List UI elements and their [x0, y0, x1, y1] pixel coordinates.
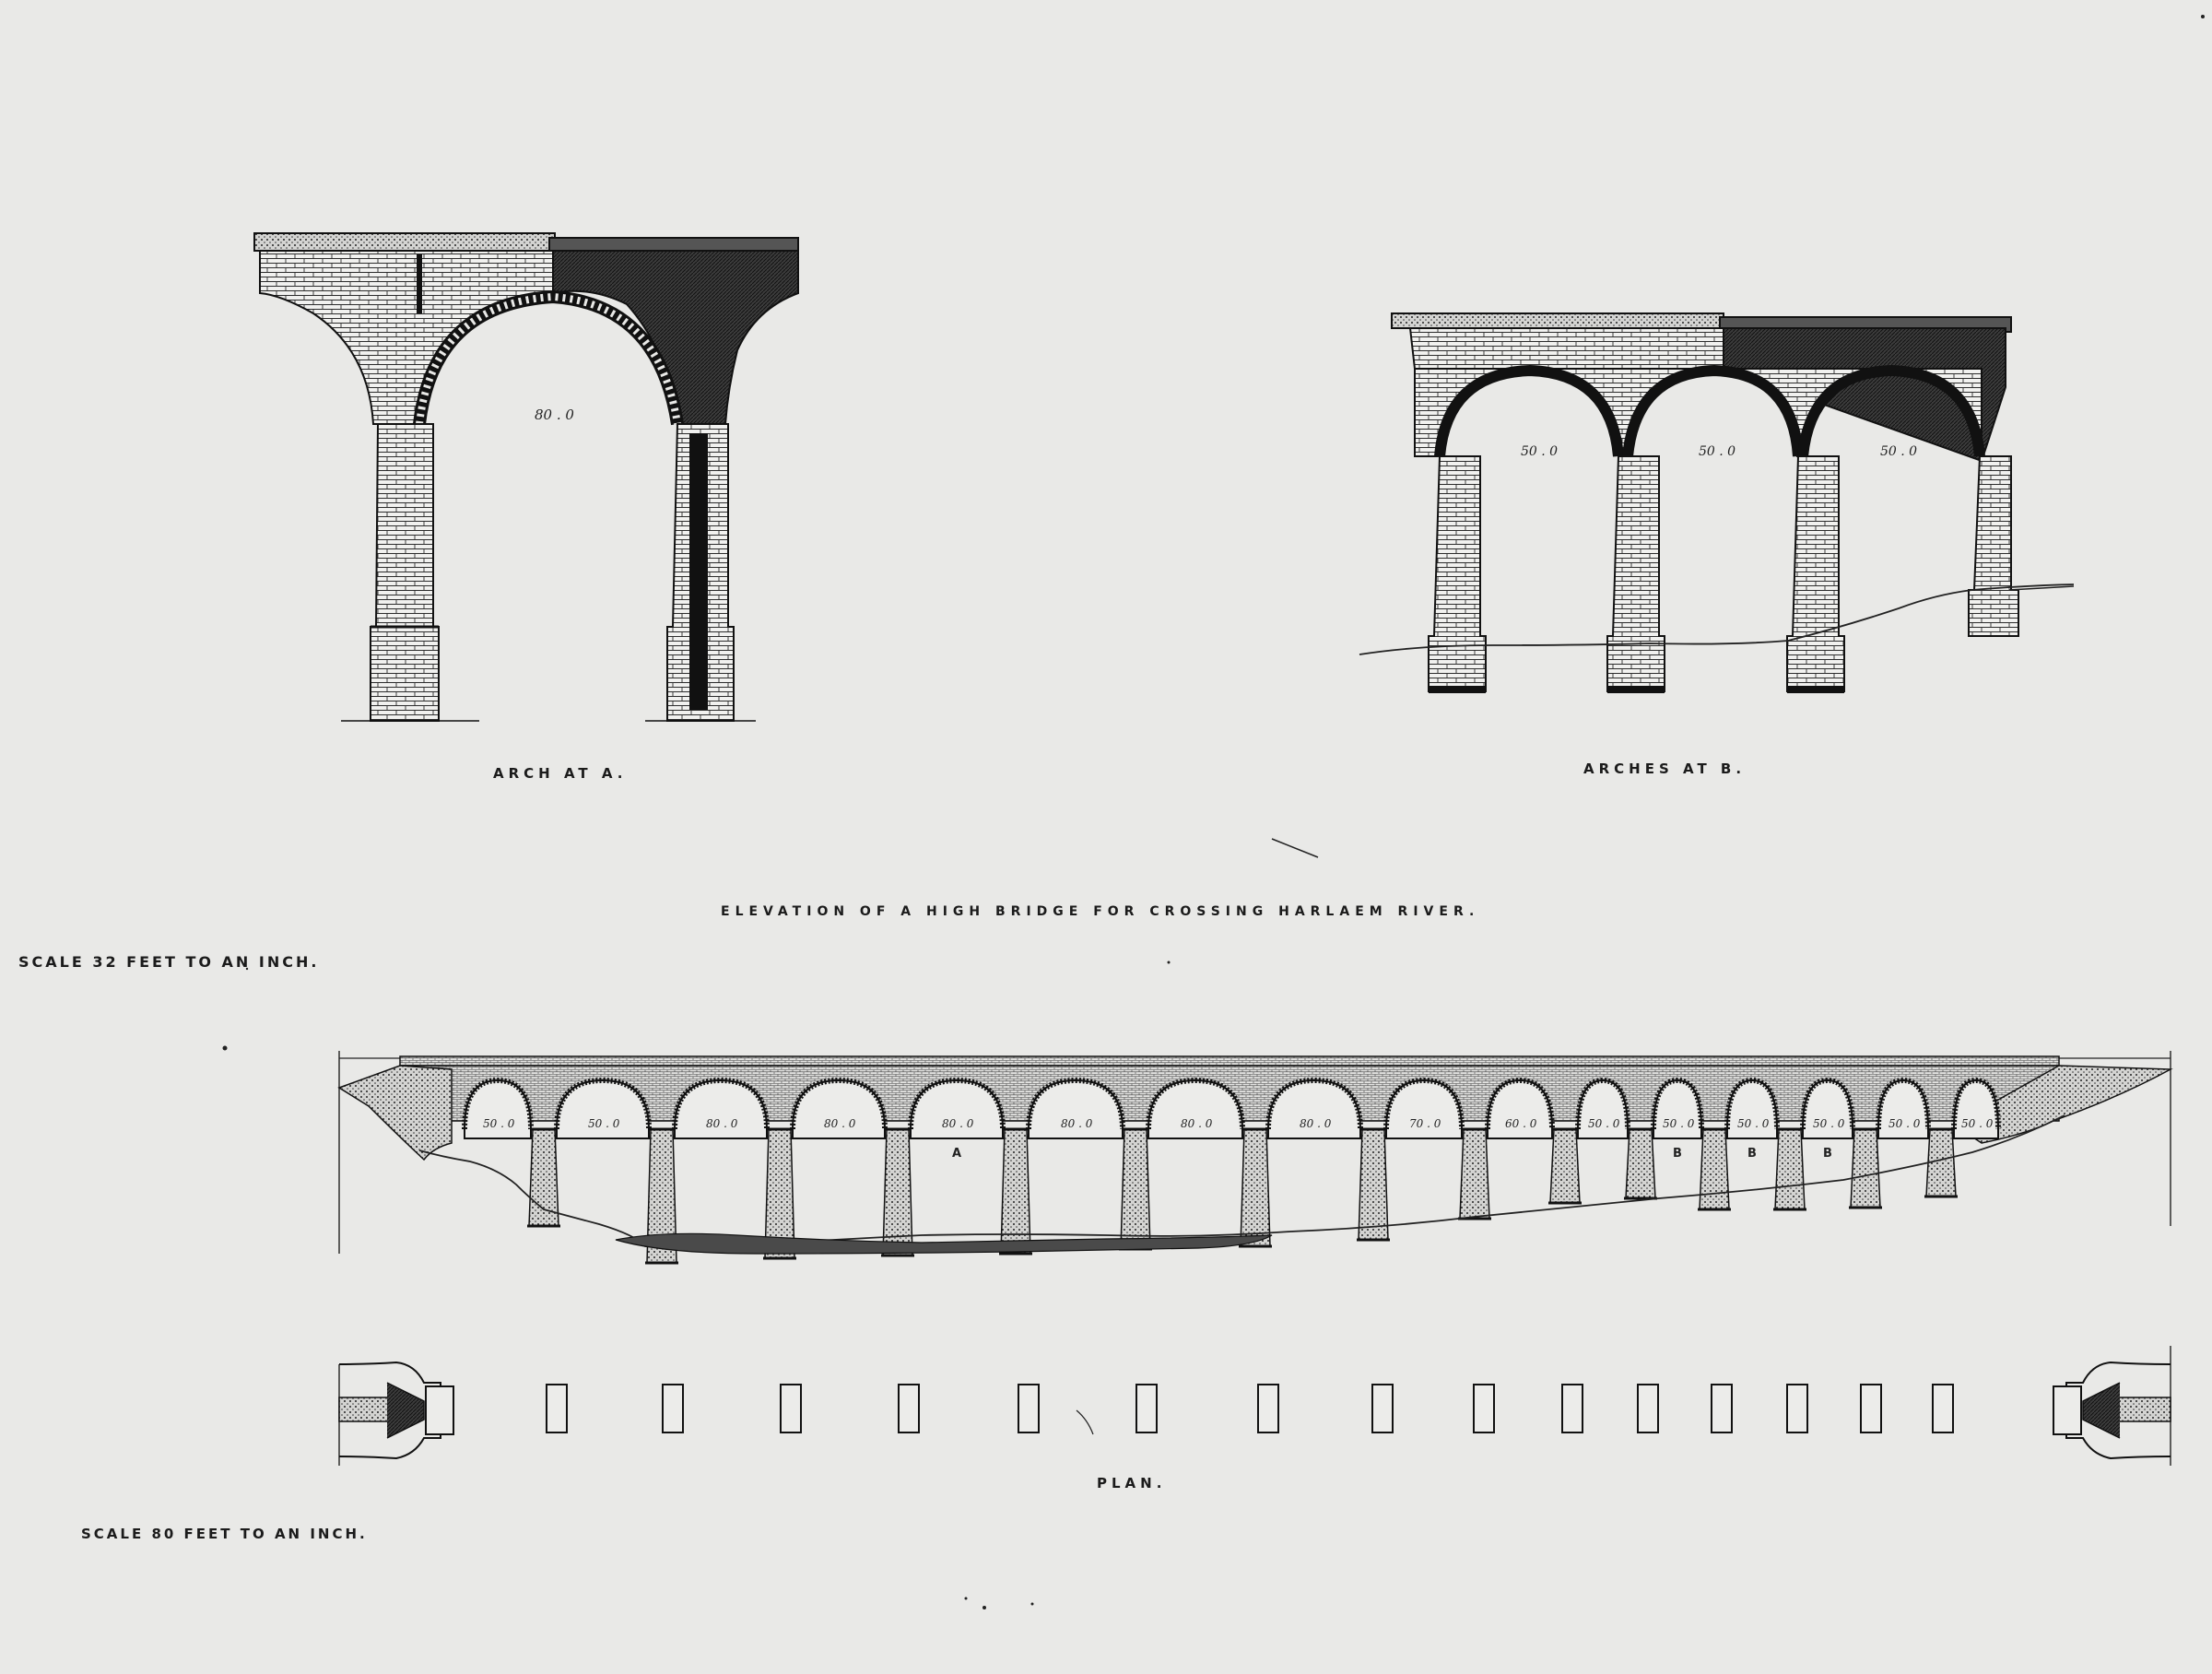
- elevation-section-mark: B: [1747, 1147, 1757, 1161]
- elevation-span-label: 60 . 0: [1505, 1117, 1537, 1130]
- elevation-span-label: 50 . 0: [1888, 1117, 1921, 1130]
- elevation-pier: [1241, 1129, 1270, 1246]
- elevation-span-label: 50 . 0: [1813, 1117, 1845, 1130]
- elevation-pier: [1626, 1129, 1655, 1198]
- arch-a-coping: [254, 233, 555, 251]
- scale-80-note: SCALE 80 FEET TO AN INCH.: [81, 1526, 368, 1542]
- plan-pier: [781, 1385, 801, 1432]
- elevation-pier: [1460, 1129, 1489, 1219]
- scale-32-note: SCALE 32 FEET TO AN INCH.: [18, 953, 320, 971]
- elevation-span-label: 50 . 0: [588, 1117, 620, 1130]
- arches-at-b-caption: ARCHES AT B.: [1583, 760, 1747, 777]
- plan-pier: [1258, 1385, 1278, 1432]
- arch-at-a-caption: ARCH AT A.: [493, 765, 628, 782]
- arches-b-piers: [1429, 456, 2018, 691]
- elevation-pier: [1851, 1129, 1880, 1208]
- plan-pier: [1018, 1385, 1039, 1432]
- plan-pier: [663, 1385, 683, 1432]
- plan-caption: PLAN.: [1097, 1475, 1167, 1491]
- plan-pier: [1474, 1385, 1494, 1432]
- elevation-pier: [1550, 1129, 1580, 1203]
- arches-b-span-label-1: 50 . 0: [1521, 444, 1559, 459]
- elevation-span-label: 50 . 0: [1663, 1117, 1695, 1130]
- bridge-plan-drawing: [339, 1346, 2171, 1466]
- plan-pier: [547, 1385, 567, 1432]
- elevation-span-label: 80 . 0: [1181, 1117, 1213, 1130]
- elevation-span-label: 80 . 0: [942, 1117, 974, 1130]
- arch-a-left-pier: [371, 424, 439, 721]
- arches-b-span-label-3: 50 . 0: [1880, 444, 1918, 459]
- plan-pier: [1136, 1385, 1157, 1432]
- elevation-section-mark: B: [1823, 1147, 1832, 1161]
- plan-pier: [1861, 1385, 1881, 1432]
- plan-pier: [1562, 1385, 1583, 1432]
- arches-b-span-label-2: 50 . 0: [1699, 444, 1736, 459]
- plan-pier: [1638, 1385, 1658, 1432]
- elevation-pier: [1121, 1129, 1150, 1249]
- elevation-pier: [1700, 1129, 1729, 1209]
- drawing-title: ELEVATION OF A HIGH BRIDGE FOR CROSSING HARLAEM RIVER.: [721, 904, 1480, 919]
- elevation-left-abutment: [339, 1066, 452, 1160]
- elevation-section-mark: B: [1673, 1147, 1682, 1161]
- arch-a-pier-shaft: [689, 433, 708, 710]
- elevation-pier: [1775, 1129, 1805, 1209]
- arches-b-spandrel: [1410, 328, 1724, 369]
- arches-b-coping: [1392, 313, 1724, 328]
- elevation-span-label: 80 . 0: [1061, 1117, 1093, 1130]
- elevation-span-label: 80 . 0: [706, 1117, 738, 1130]
- elevation-span-label: 80 . 0: [1300, 1117, 1332, 1130]
- elevation-span-label: 50 . 0: [483, 1117, 515, 1130]
- arch-at-a-drawing: [254, 233, 798, 721]
- elevation-span-label: 70 . 0: [1409, 1117, 1441, 1130]
- arch-a-span-label: 80 . 0: [535, 407, 574, 423]
- bridge-elevation-drawing: [339, 1051, 2171, 1263]
- elevation-span-label: 50 . 0: [1737, 1117, 1770, 1130]
- elevation-parapet: [400, 1056, 2059, 1066]
- elevation-section-mark: A: [952, 1147, 962, 1161]
- plan-pier: [899, 1385, 919, 1432]
- arches-at-b-drawing: [1359, 313, 2074, 691]
- plan-pier: [1372, 1385, 1393, 1432]
- elevation-span-label: 50 . 0: [1588, 1117, 1620, 1130]
- plan-pier: [1712, 1385, 1732, 1432]
- plan-pier: [1933, 1385, 1953, 1432]
- plan-pier: [1787, 1385, 1807, 1432]
- arch-a-spandrel-brick: [260, 251, 553, 424]
- elevation-span-label: 80 . 0: [824, 1117, 856, 1130]
- elevation-pier: [1359, 1129, 1388, 1240]
- elevation-span-label: 50 . 0: [1961, 1117, 1994, 1130]
